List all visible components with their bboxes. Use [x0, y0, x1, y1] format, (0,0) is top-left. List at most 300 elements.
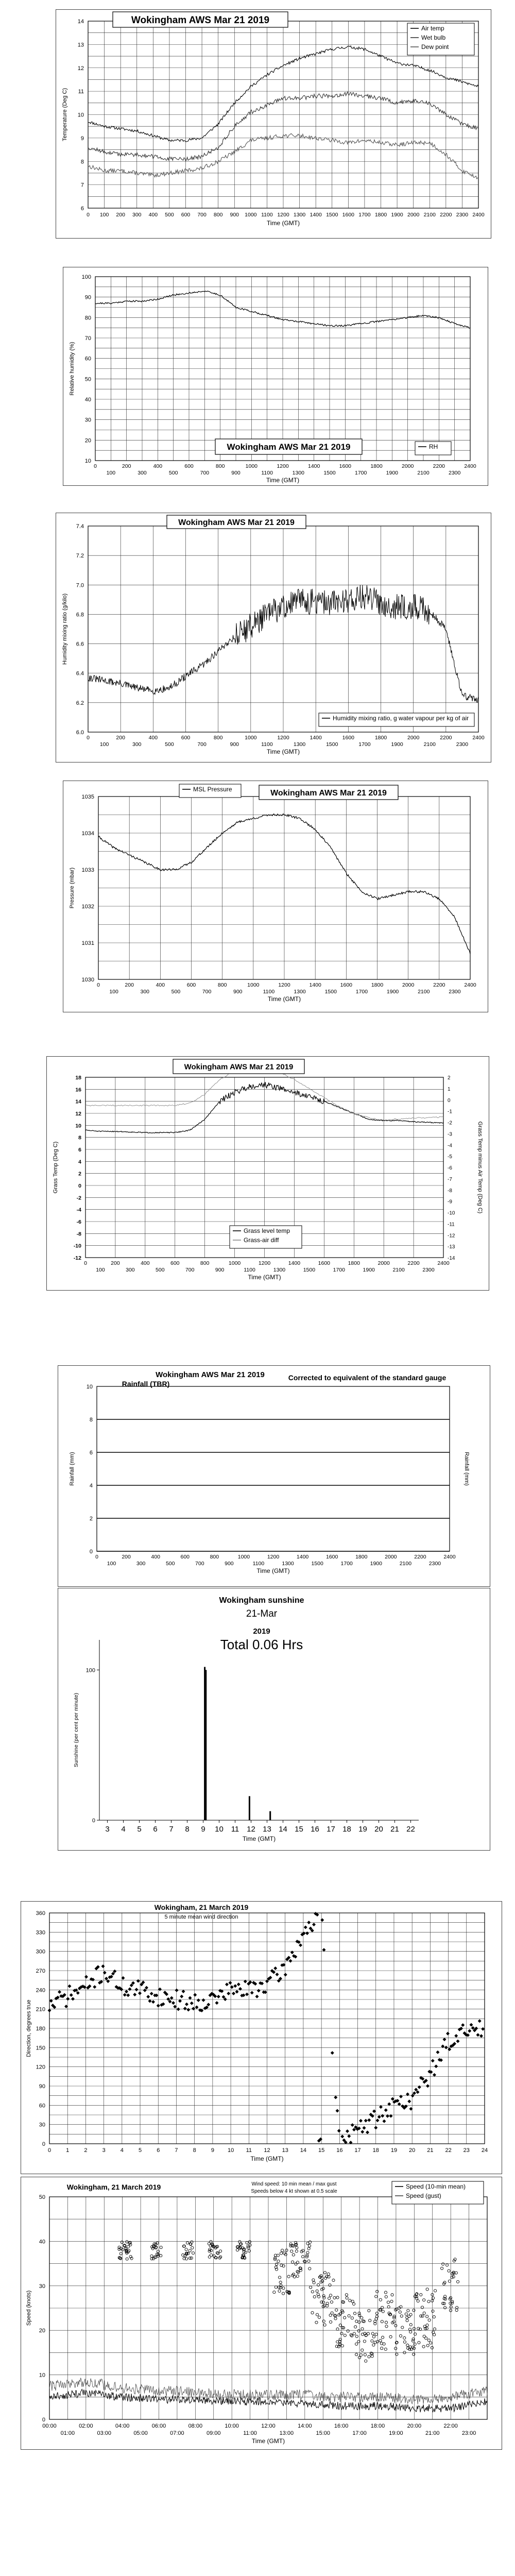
direction-point — [177, 2007, 180, 2011]
x-tick-label: 10 — [215, 1825, 224, 1834]
y-tick-label: 7.4 — [76, 523, 84, 530]
x-tick-label: 0 — [87, 212, 90, 218]
direction-point — [320, 1918, 324, 1922]
gust-point — [432, 2297, 434, 2299]
gust-point — [456, 2306, 458, 2309]
plot-frame — [97, 1386, 450, 1551]
x-tick-label: 1600 — [325, 1554, 338, 1560]
x-tick-label: 800 — [210, 1554, 219, 1560]
x-tick-label: 1700 — [358, 741, 371, 748]
gust-point — [451, 2276, 453, 2279]
x-tick-label: 8 — [185, 1825, 190, 1834]
x-tick-label: 400 — [148, 212, 158, 218]
x-tick-label: 1700 — [333, 1267, 345, 1273]
direction-point — [250, 1991, 254, 1994]
y-axis-title: Sunshine (per cent per minute) — [73, 1692, 79, 1768]
direction-point — [307, 1921, 311, 1924]
x-tick-label: 11:00 — [243, 2430, 257, 2436]
x-tick-label: 1200 — [277, 212, 289, 218]
y-axis-title: Grass Temp (Deg C) — [53, 1141, 59, 1194]
gust-point — [295, 2263, 297, 2265]
x-axis-title: Time (GMT) — [256, 1567, 290, 1574]
y-tick-label: 12 — [77, 65, 84, 72]
gust-point — [379, 2298, 382, 2301]
x-tick-label: 2000 — [385, 1554, 397, 1560]
gust-point — [248, 2241, 251, 2243]
direction-point — [150, 1992, 153, 1995]
x-tick-label: 2000 — [401, 463, 414, 469]
y-tick-label: 10 — [75, 1123, 81, 1129]
gust-point — [423, 2312, 425, 2314]
y-axis-title: Rainfall (mm) — [69, 1452, 75, 1486]
gust-point — [296, 2270, 299, 2273]
x-tick-label: 600 — [186, 982, 196, 988]
gust-point — [399, 2311, 401, 2313]
x-tick-label: 700 — [185, 1267, 195, 1273]
gust-point — [309, 2286, 312, 2289]
gust-point — [331, 2312, 333, 2314]
direction-point — [195, 2005, 199, 2009]
direction-point — [101, 1964, 105, 1968]
x-tick-label: 2200 — [414, 1554, 426, 1560]
x-tick-label: 07:00 — [170, 2430, 184, 2436]
sunshine-bar — [205, 1670, 207, 1820]
x-tick-label: 20 — [409, 2147, 416, 2154]
gust-point — [311, 2291, 314, 2293]
x-tick-label: 1500 — [326, 212, 338, 218]
direction-point — [138, 1991, 142, 1995]
gust-point — [210, 2241, 212, 2243]
x-tick-label: 100 — [99, 212, 109, 218]
gust-point — [355, 2320, 358, 2323]
direction-point — [346, 2129, 349, 2133]
chart-title: Wokingham AWS Mar 21 2019 — [270, 788, 387, 798]
x-tick-label: 500 — [156, 1267, 165, 1273]
x-tick-label: 1000 — [245, 735, 257, 741]
gust-point — [336, 2328, 339, 2330]
y-tick-label: 6.6 — [76, 641, 84, 648]
x-tick-label: 1700 — [355, 989, 368, 995]
x-tick-label: 300 — [140, 989, 150, 995]
x-tick-label: 1800 — [371, 982, 384, 988]
pressure-legend-label: MSL Pressure — [193, 786, 232, 793]
gust-point — [420, 2315, 422, 2317]
x-tick-label: 11 — [246, 2147, 252, 2154]
gust-point — [381, 2306, 384, 2309]
direction-point — [238, 1987, 242, 1991]
x-tick-label: 1000 — [245, 463, 258, 469]
gust-point — [445, 2264, 448, 2266]
y-tick-label: 0 — [42, 2141, 45, 2147]
x-axis-title: Time (GMT) — [266, 219, 300, 227]
x-tick-label: 600 — [184, 463, 194, 469]
direction-point — [170, 1996, 174, 1999]
y-right-tick-label: -12 — [448, 1233, 455, 1239]
gust-point — [322, 2320, 325, 2323]
y-tick-label: -8 — [76, 1231, 81, 1238]
gust-point — [312, 2279, 315, 2281]
gust-point — [127, 2245, 129, 2248]
y-tick-label: 30 — [39, 2122, 45, 2128]
x-tick-label: 100 — [109, 989, 118, 995]
direction-point — [237, 1982, 241, 1986]
y-right-tick-label: -9 — [448, 1199, 452, 1205]
x-tick-label: 16:00 — [334, 2423, 349, 2429]
direction-point — [135, 1988, 139, 1991]
gust-point — [307, 2260, 310, 2262]
gust-point — [368, 2309, 370, 2312]
gust-point — [368, 2355, 370, 2358]
direction-point — [217, 1995, 220, 1998]
gust-point — [448, 2280, 451, 2282]
gust-point — [191, 2241, 193, 2243]
gust-point — [355, 2353, 358, 2355]
direction-point — [158, 1988, 162, 1991]
gust-point — [385, 2325, 388, 2328]
gust-point — [192, 2252, 194, 2255]
chart-sunshine — [58, 1588, 490, 1851]
x-tick-label: 20:00 — [407, 2423, 422, 2429]
gust-point — [415, 2297, 418, 2300]
gust-point — [308, 2244, 311, 2247]
x-tick-label: 2400 — [443, 1554, 456, 1560]
direction-point — [340, 2134, 344, 2138]
y-right-tick-label: 2 — [448, 1075, 451, 1081]
gust-point — [389, 2335, 392, 2338]
x-tick-label: 1200 — [258, 1260, 271, 1266]
direction-point — [133, 1993, 136, 1996]
direction-point — [290, 1951, 294, 1954]
x-tick-label: 800 — [213, 212, 223, 218]
x-tick-label: 15 — [318, 2147, 325, 2154]
x-tick-label: 17 — [354, 2147, 361, 2154]
gust-point — [403, 2336, 406, 2339]
y-tick-label: 20 — [39, 2328, 45, 2334]
y-right-tick-label: 0 — [448, 1097, 451, 1104]
x-tick-label: 13 — [282, 2147, 288, 2154]
chart-date: 21-Mar — [246, 1608, 278, 1619]
gust-point — [423, 2335, 425, 2337]
x-tick-label: 1200 — [277, 463, 289, 469]
x-tick-label: 1000 — [245, 212, 257, 218]
wind-legend-label: Speed (gust) — [406, 2192, 441, 2199]
gust-point — [318, 2316, 320, 2318]
gust-point — [208, 2250, 211, 2252]
x-tick-label: 4 — [120, 2147, 124, 2154]
sunshine-bar — [249, 1796, 250, 1820]
direction-point — [123, 1993, 127, 1996]
x-tick-label: 23 — [463, 2147, 470, 2154]
gust-point — [345, 2294, 348, 2296]
gust-point — [413, 2327, 415, 2330]
gust-point — [292, 2253, 295, 2256]
direction-point — [347, 2134, 351, 2138]
chart-pressure — [63, 781, 488, 1012]
direction-point — [381, 2114, 384, 2117]
direction-point — [304, 1925, 307, 1929]
gust-point — [426, 2288, 428, 2291]
gust-point — [244, 2251, 247, 2253]
gust-point — [361, 2349, 364, 2351]
gust-point — [219, 2250, 221, 2252]
y-tick-label: 1035 — [81, 794, 94, 800]
x-tick-label: 2200 — [433, 463, 445, 469]
y-tick-label: 100 — [81, 274, 91, 280]
gust-point — [287, 2275, 290, 2278]
grass-legend-label: Grass level temp — [244, 1227, 290, 1234]
y-axis-title: Pressure (mbar) — [69, 867, 75, 909]
gust-point — [351, 2317, 353, 2319]
y-tick-label: 11 — [78, 89, 84, 95]
chart-note: Corrected to equivalent of the standard gauge — [288, 1374, 447, 1382]
x-tick-label: 5 — [138, 2147, 142, 2154]
gust-point — [391, 2294, 393, 2296]
direction-point — [185, 2003, 188, 2006]
y-tick-label: 30 — [84, 417, 91, 423]
direction-point — [182, 1990, 185, 1993]
gust-point — [364, 2353, 366, 2356]
gust-point — [118, 2248, 121, 2250]
x-axis-title: Time (GMT) — [266, 477, 300, 484]
x-tick-label: 2200 — [440, 212, 452, 218]
direction-point — [128, 1987, 132, 1991]
direction-point — [190, 2002, 194, 2005]
chart-total: Total 0.06 Hrs — [220, 1637, 303, 1652]
gust-point — [313, 2281, 315, 2284]
direction-point — [406, 2092, 409, 2096]
chart-title: Wokingham AWS Mar 21 2019 — [184, 1062, 294, 1072]
gust-point — [409, 2324, 412, 2326]
y-right-tick-label: -13 — [448, 1244, 455, 1250]
y-tick-label: 6 — [80, 206, 84, 212]
direction-point — [71, 1997, 75, 2001]
y-tick-label: 90 — [84, 294, 91, 301]
gust-point — [431, 2299, 434, 2302]
x-tick-label: 1800 — [370, 463, 383, 469]
y-tick-label: 1030 — [81, 977, 94, 983]
x-tick-label: 19 — [358, 1825, 367, 1834]
y-tick-label: 360 — [36, 1910, 45, 1917]
x-tick-label: 2400 — [464, 982, 476, 988]
direction-point — [336, 2109, 339, 2112]
x-tick-label: 1100 — [261, 741, 273, 748]
x-tick-label: 2400 — [472, 212, 485, 218]
x-tick-label: 1400 — [309, 982, 321, 988]
gust-point — [308, 2267, 311, 2270]
y-tick-label: 90 — [39, 2083, 45, 2090]
direction-point — [233, 1984, 237, 1988]
x-tick-label: 1900 — [391, 741, 403, 748]
chart-subtitle: Rainfall (TBR) — [122, 1380, 170, 1388]
gust-point — [401, 2326, 404, 2329]
gust-point — [316, 2313, 318, 2316]
gust-point — [282, 2292, 284, 2295]
x-tick-label: 01:00 — [60, 2430, 75, 2436]
x-tick-label: 2300 — [428, 1561, 441, 1567]
gust-point — [277, 2260, 280, 2262]
gust-point — [450, 2306, 452, 2308]
gust-point — [157, 2250, 159, 2252]
gust-point — [427, 2300, 430, 2303]
x-tick-label: 1200 — [267, 1554, 280, 1560]
direction-point — [284, 1973, 287, 1976]
gust-point — [365, 2360, 367, 2362]
direction-point — [175, 1989, 179, 1992]
direction-point — [126, 1993, 130, 1997]
direction-point — [399, 2095, 403, 2098]
direction-point — [444, 2046, 448, 2049]
x-tick-label: 2100 — [392, 1267, 405, 1273]
y-tick-label: 150 — [36, 2045, 45, 2052]
gust-point — [394, 2347, 397, 2350]
x-tick-label: 1500 — [303, 1267, 316, 1273]
y-tick-label: 100 — [85, 1667, 95, 1674]
x-tick-label: 10:00 — [225, 2423, 239, 2429]
direction-point — [103, 1971, 107, 1975]
x-tick-label: 08:00 — [188, 2423, 203, 2429]
direction-point — [407, 2099, 411, 2103]
x-tick-label: 200 — [125, 982, 134, 988]
x-tick-label: 1300 — [293, 212, 306, 218]
gust-point — [348, 2314, 350, 2317]
direction-point — [364, 2119, 368, 2123]
x-tick-label: 1700 — [358, 212, 371, 218]
gust-point — [335, 2309, 338, 2311]
chart-rainfall-svg — [58, 1366, 491, 1587]
y-right-tick-label: -5 — [448, 1154, 452, 1160]
x-tick-label: 500 — [165, 212, 174, 218]
y-tick-label: 7.0 — [76, 582, 84, 589]
x-tick-label: 1300 — [292, 470, 305, 476]
direction-point — [157, 2004, 160, 2008]
y-right-tick-label: -10 — [448, 1210, 455, 1216]
gust-point — [456, 2280, 459, 2283]
direction-point — [183, 2007, 187, 2010]
gust-point — [334, 2314, 337, 2317]
x-tick-label: 02:00 — [79, 2423, 93, 2429]
x-tick-label: 2000 — [377, 1260, 390, 1266]
x-tick-label: 0 — [47, 2147, 52, 2154]
gust-point — [186, 2242, 188, 2244]
y-tick-label: 10 — [39, 2372, 45, 2379]
y-tick-label: 20 — [84, 437, 91, 444]
chart-temperature-svg — [56, 10, 492, 239]
x-tick-label: 700 — [202, 989, 212, 995]
gust-point — [417, 2300, 419, 2302]
y-tick-label: 60 — [39, 2103, 45, 2109]
gust-point — [334, 2317, 337, 2320]
chart-title: Wokingham, 21 March 2019 — [154, 1903, 249, 1911]
y-tick-label: 0 — [89, 1549, 93, 1555]
x-tick-label: 1100 — [261, 212, 273, 218]
gust-point — [448, 2269, 450, 2272]
direction-point — [255, 1995, 259, 1998]
gust-point — [307, 2247, 310, 2250]
x-tick-label: 1800 — [355, 1554, 368, 1560]
x-tick-label: 800 — [213, 735, 223, 741]
chart-title: Wokingham AWS Mar 21 2019 — [131, 14, 270, 26]
chart-wind-speed-svg — [21, 2177, 503, 2450]
y-tick-label: 180 — [36, 2026, 45, 2032]
chart-humidity — [63, 267, 488, 486]
direction-point — [215, 2001, 219, 2005]
rh-legend-label: RH — [429, 443, 438, 450]
y-tick-label: 240 — [36, 1987, 45, 1994]
y-right-tick-label: -11 — [448, 1222, 455, 1228]
gust-point — [336, 2296, 339, 2299]
gust-point — [407, 2309, 409, 2312]
x-tick-label: 400 — [156, 982, 165, 988]
chart-year: 2019 — [253, 1627, 270, 1636]
sunshine-bar — [269, 1811, 271, 1821]
x-tick-label: 21:00 — [425, 2430, 440, 2436]
x-tick-label: 200 — [122, 1554, 131, 1560]
x-tick-label: 7 — [169, 1825, 174, 1834]
gust-point — [354, 2326, 357, 2328]
gust-point — [353, 2332, 355, 2335]
gust-point — [297, 2271, 300, 2274]
gust-point — [381, 2320, 383, 2323]
chart-mixing-ratio-svg — [56, 513, 492, 763]
x-tick-label: 21 — [390, 1825, 399, 1834]
y-tick-label: 50 — [39, 2194, 45, 2200]
x-tick-label: 8 — [193, 2147, 196, 2154]
gust-point — [432, 2310, 434, 2312]
gust-point — [360, 2316, 363, 2319]
direction-point — [446, 2032, 450, 2036]
direction-point — [434, 2064, 438, 2068]
chart-grass-temp-svg — [47, 1057, 490, 1291]
x-tick-label: 1900 — [391, 212, 403, 218]
x-tick-label: 2400 — [472, 735, 485, 741]
x-tick-label: 14 — [279, 1825, 287, 1834]
direction-point — [456, 2039, 460, 2043]
y-right-tick-label: -14 — [448, 1256, 455, 1261]
x-tick-label: 20 — [374, 1825, 383, 1834]
gust-point — [322, 2295, 325, 2297]
direction-point — [136, 1979, 140, 1983]
y-tick-label: 1033 — [81, 867, 94, 873]
x-tick-label: 15 — [295, 1825, 303, 1834]
gust-point — [126, 2241, 128, 2243]
gust-point — [276, 2263, 278, 2265]
x-tick-label: 17 — [327, 1825, 335, 1834]
gust-point — [311, 2311, 314, 2314]
chart-note: Wind speed: 10 min mean / max gust — [251, 2181, 337, 2187]
gust-point — [188, 2249, 191, 2252]
gust-point — [376, 2290, 379, 2293]
direction-point — [478, 2019, 482, 2023]
x-tick-label: 1200 — [278, 982, 290, 988]
gust-point — [302, 2256, 304, 2258]
y-tick-label: 300 — [36, 1948, 45, 1955]
y-tick-label: 0 — [42, 2417, 45, 2423]
x-tick-label: 1000 — [237, 1554, 250, 1560]
chart-rainfall — [58, 1365, 490, 1587]
x-tick-label: 100 — [107, 1561, 116, 1567]
gust-point — [406, 2316, 408, 2319]
gust-point — [452, 2276, 455, 2278]
direction-point — [461, 2023, 465, 2027]
y-tick-label: 16 — [75, 1087, 81, 1093]
gust-point — [341, 2345, 344, 2347]
x-tick-label: 0 — [87, 735, 90, 741]
gust-point — [422, 2345, 425, 2348]
direction-point — [431, 2059, 435, 2062]
x-tick-label: 13:00 — [279, 2430, 294, 2436]
y-axis-title: Relative humidity (%) — [69, 342, 75, 396]
gust-point — [216, 2251, 218, 2254]
